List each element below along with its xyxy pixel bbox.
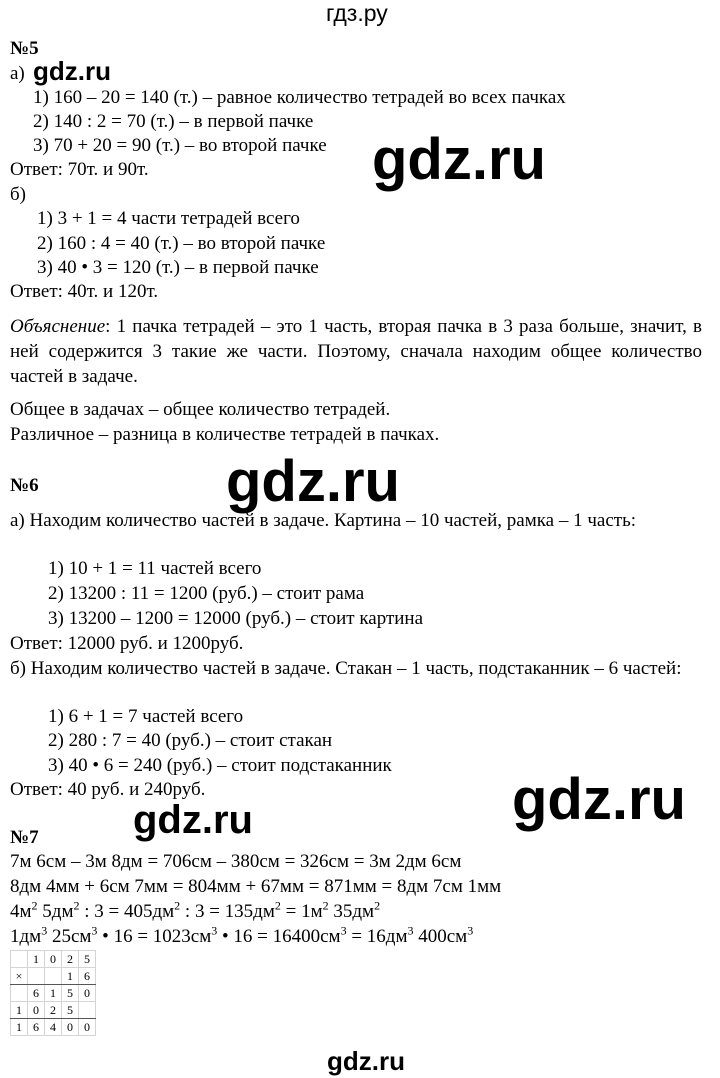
- calc-cell: 0: [79, 985, 96, 1002]
- calc-cell: 6: [28, 985, 45, 1002]
- calc-cell: 2: [62, 951, 79, 968]
- calc-cell: [79, 1002, 96, 1019]
- l4-p5: = 16дм: [346, 926, 408, 947]
- calc-cell: 5: [79, 951, 96, 968]
- l3-sup2: 2: [73, 898, 80, 913]
- l3-p2: 5дм: [37, 901, 74, 922]
- task5-b-label: б): [10, 184, 26, 205]
- task5-a-label: а): [10, 63, 25, 84]
- task5-a-step-1: 1) 160 – 20 = 140 (т.) – равное количество тетрадей во всех пачках: [33, 87, 566, 108]
- calc-cell: [11, 985, 28, 1002]
- multiplication-grid: [10, 950, 96, 1036]
- task5-title: №5: [10, 38, 39, 59]
- task7-title: №7: [10, 827, 39, 848]
- task5-different: Различное – разница в количестве тетрадей в пачках.: [10, 424, 440, 445]
- task6-b-step-2: 2) 280 : 7 = 40 (руб.) – стоит стакан: [48, 730, 333, 751]
- calc-cell: 0: [79, 1019, 96, 1036]
- l4-p4: • 16 = 16400см: [217, 926, 341, 947]
- l4-sup3: 3: [211, 923, 218, 938]
- calc-row: [11, 1002, 96, 1019]
- task5-explanation: [10, 314, 702, 389]
- l3-p6: 35дм: [328, 901, 375, 922]
- calc-cell: 0: [62, 1019, 79, 1036]
- watermark-top: гдз.ру: [326, 0, 388, 26]
- l4-p3: • 16 = 1023см: [97, 926, 212, 947]
- l4-sup1: 3: [41, 923, 48, 938]
- l3-p3: : 3 = 405дм: [79, 901, 175, 922]
- watermark-large-2: gdz.ru: [226, 449, 400, 514]
- calc-cell: [28, 968, 45, 985]
- task6-a-step-1: 1) 10 + 1 = 11 частей всего: [48, 558, 262, 579]
- task6-a-step-3: 3) 13200 – 1200 = 12000 (руб.) – стоит картина: [48, 608, 424, 629]
- calc-row: [11, 951, 96, 968]
- l4-sup6: 3: [467, 923, 474, 938]
- explanation-label: Объяснение: [10, 316, 106, 337]
- watermark-mid-1: gdz.ru: [133, 798, 253, 842]
- task5-a-answer: Ответ: 70т. и 90т.: [10, 159, 149, 180]
- multiply-sign: ×: [11, 968, 28, 985]
- task6-a-step-2: 2) 13200 : 11 = 1200 (руб.) – стоит рама: [48, 583, 365, 604]
- task5-b-answer: Ответ: 40т. и 120т.: [10, 281, 159, 302]
- l3-sup1: 2: [31, 898, 38, 913]
- task5-b-step-2: 2) 160 : 4 = 40 (т.) – во второй пачке: [37, 233, 326, 254]
- calc-cell: 4: [45, 1019, 62, 1036]
- calc-cell: 2: [45, 1002, 62, 1019]
- task7-line-1: 7м 6см – 3м 8дм = 706см – 380см = 326см = 3м 2дм 6см: [10, 851, 462, 872]
- calc-cell: 5: [62, 1002, 79, 1019]
- l4-sup5: 3: [407, 923, 414, 938]
- calc-row: [11, 985, 96, 1002]
- task7-line-2: 8дм 4мм + 6см 7мм = 804мм + 67мм = 871мм = 8дм 7см 1мм: [10, 876, 502, 897]
- task5-common: Общее в задачах – общее количество тетрадей.: [10, 399, 391, 420]
- l3-p4: : 3 = 135дм: [180, 901, 275, 922]
- calc-cell: [45, 968, 62, 985]
- watermark-large-1: gdz.ru: [372, 127, 546, 192]
- l4-p1: 1дм: [10, 926, 42, 947]
- task6-b-step-3: 3) 40 • 6 = 240 (руб.) – стоит подстаканник: [48, 755, 392, 776]
- calc-cell: 1: [45, 985, 62, 1002]
- l4-p6: 400см: [413, 926, 468, 947]
- task6-a-answer: Ответ: 12000 руб. и 1200руб.: [10, 633, 244, 654]
- calc-cell: 1: [62, 968, 79, 985]
- calc-row: [11, 1019, 96, 1036]
- calc-cell: 5: [62, 985, 79, 1002]
- task5-b-step-1: 1) 3 + 1 = 4 части тетрадей всего: [37, 208, 300, 229]
- l4-sup2: 3: [91, 923, 98, 938]
- task7-line-4: [10, 925, 473, 949]
- l3-p1: 4м: [10, 901, 32, 922]
- calc-cell: 1: [28, 951, 45, 968]
- l4-p2: 25см: [47, 926, 92, 947]
- task6-title: №6: [10, 475, 39, 496]
- task6-b-answer: Ответ: 40 руб. и 240руб.: [10, 779, 206, 800]
- l3-sup4: 2: [274, 898, 281, 913]
- calc-cell: 6: [28, 1019, 45, 1036]
- task6-a-intro: а) Находим количество частей в задаче. Картина – 10 частей, рамка – 1 часть:: [10, 510, 637, 531]
- calc-row: [11, 968, 96, 985]
- watermark-large-3: gdz.ru: [512, 767, 686, 832]
- l3-sup6: 2: [374, 898, 381, 913]
- explanation-text: : 1 пачка тетрадей – это 1 часть, вторая пачка в 3 раза больше, значит, в ней содержится 3 такие же части. Поэтому, сначала находим общее количество частей в задаче.: [10, 316, 702, 387]
- task7-line-3: [10, 900, 380, 924]
- calc-cell: 6: [79, 968, 96, 985]
- calc-cell: [11, 951, 28, 968]
- l3-sup3: 2: [174, 898, 181, 913]
- task5-a-step-2: 2) 140 : 2 = 70 (т.) – в первой пачке: [33, 111, 314, 132]
- task6-b-intro: б) Находим количество частей в задаче. Стакан – 1 часть, подстаканник – 6 частей:: [10, 658, 682, 679]
- task6-b-step-1: 1) 6 + 1 = 7 частей всего: [48, 706, 244, 727]
- calc-cell: 0: [28, 1002, 45, 1019]
- calc-cell: 1: [11, 1002, 28, 1019]
- l4-sup4: 3: [340, 923, 347, 938]
- watermark-small-1: gdz.ru: [33, 56, 111, 86]
- watermark-bottom: gdz.ru: [327, 1046, 405, 1076]
- l3-p5: = 1м: [280, 901, 323, 922]
- task5-b-step-3: 3) 40 • 3 = 120 (т.) – в первой пачке: [37, 257, 319, 278]
- calc-cell: 0: [45, 951, 62, 968]
- task5-a-step-3: 3) 70 + 20 = 90 (т.) – во второй пачке: [33, 135, 327, 156]
- calc-cell: 1: [11, 1019, 28, 1036]
- l3-sup5: 2: [322, 898, 329, 913]
